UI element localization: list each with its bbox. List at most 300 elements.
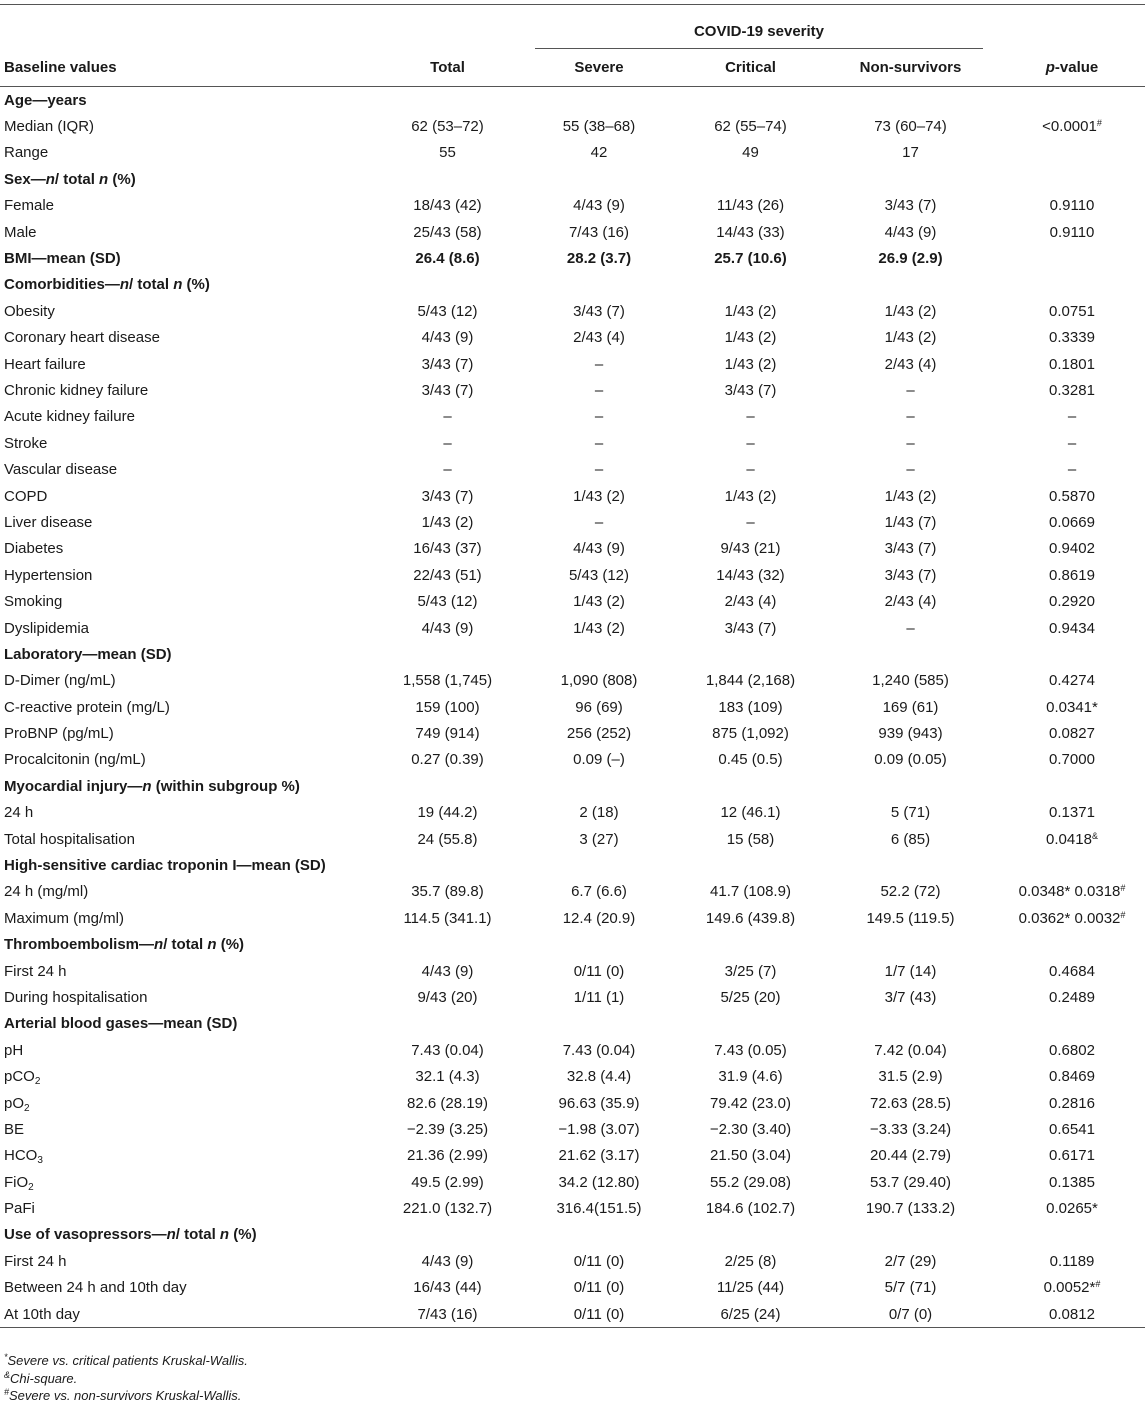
cell-critical: 1/43 (2) xyxy=(724,329,777,347)
table-row xyxy=(0,800,1145,826)
cell-total: 3/43 (7) xyxy=(421,487,474,505)
cell-p-value: 0.0812 xyxy=(983,1301,1145,1328)
cell-non-survivors: 53.7 (29.40) xyxy=(870,1173,951,1191)
cell-non-survivors: 1/43 (2) xyxy=(884,487,937,505)
row-label: Heart failure xyxy=(4,355,86,373)
cell-p-value: 0.9110 xyxy=(1049,223,1095,241)
cell-critical: 55.2 (29.08) xyxy=(710,1173,791,1191)
cell-total: 749 (914) xyxy=(415,725,480,743)
table-row xyxy=(0,1275,1145,1301)
cell-p-value: 0.1189 xyxy=(1049,1252,1095,1270)
cell-critical: 15 (58) xyxy=(726,830,775,848)
cell-total: 82.6 (28.19) xyxy=(407,1094,488,1112)
cell-critical: 41.7 (108.9) xyxy=(710,883,791,901)
row-label: $pO_2$ xyxy=(4,1094,30,1114)
cell-critical: 183 (109) xyxy=(718,698,783,716)
footnote xyxy=(4,1370,248,1388)
cell-severe: 316.4(151.5) xyxy=(556,1200,642,1218)
row-label: First 24 h xyxy=(4,1252,67,1270)
table-row xyxy=(0,562,1145,588)
section-header-row xyxy=(0,641,1145,667)
footnote xyxy=(4,1352,248,1370)
cell-total: – xyxy=(443,408,452,426)
row-label: At 10th day xyxy=(0,1301,360,1328)
row-label: ProBNP (pg/mL) xyxy=(4,725,114,743)
cell-severe: 3 (27) xyxy=(579,830,619,848)
cell-severe: – xyxy=(594,381,604,399)
cell-non-survivors: 26.9 (2.9) xyxy=(878,250,943,268)
column-header-baseline: Baseline values xyxy=(0,49,360,87)
cell-non-survivors: – xyxy=(906,408,915,426)
cell-non-survivors: 1/7 (14) xyxy=(884,962,937,980)
cell-critical: 21.50 (3.04) xyxy=(710,1147,791,1165)
section-header-row xyxy=(0,245,1145,271)
cell-total: 26.4 (8.6) xyxy=(415,250,480,268)
cell-critical: 1/43 (2) xyxy=(724,355,777,373)
cell-total: 16/43 (37) xyxy=(413,540,482,558)
row-label: Median (IQR) xyxy=(4,118,95,136)
section-header-row xyxy=(0,852,1145,878)
footnote xyxy=(4,1387,248,1405)
row-label: Female xyxy=(4,197,55,215)
row-label: Dyslipidemia xyxy=(4,619,90,637)
table-row xyxy=(0,958,1145,984)
cell-p-value: 0.0348* 0.0318# xyxy=(1018,883,1126,901)
cell-severe: – xyxy=(594,408,604,426)
cell-p-value: 0.0669 xyxy=(1049,513,1095,531)
cell-severe: 1/43 (2) xyxy=(573,619,625,637)
cell-non-survivors: 31.5 (2.9) xyxy=(878,1068,943,1086)
cell-critical: −2.30 (3.40) xyxy=(709,1120,792,1138)
row-label: Hypertension xyxy=(4,566,93,584)
cell-total: 16/43 (44) xyxy=(413,1279,482,1297)
cell-severe: 4/43 (9) xyxy=(573,197,625,215)
cell-severe: 7/43 (16) xyxy=(568,223,630,241)
cell-critical: 184.6 (102.7) xyxy=(705,1200,796,1218)
cell-severe: −1.98 (3.07) xyxy=(558,1120,640,1138)
cell-critical: 2/25 (8) xyxy=(724,1252,777,1270)
footnote-text: Severe vs. critical patients Kruskal-Wallis. xyxy=(7,1353,248,1368)
cell-p-value: 0.1801 xyxy=(1049,355,1095,373)
footnote-text: Severe vs. non-survivors Kruskal-Wallis. xyxy=(9,1388,242,1403)
cell-critical: 6/25 (24) xyxy=(663,1301,838,1328)
table-row xyxy=(0,826,1145,852)
cell-critical: 149.6 (439.8) xyxy=(705,909,796,927)
table-row xyxy=(0,1301,1145,1328)
table-row xyxy=(0,1169,1145,1195)
cell-critical: 0.45 (0.5) xyxy=(718,751,783,769)
cell-total: 1/43 (2) xyxy=(421,513,474,531)
row-label: Acute kidney failure xyxy=(4,408,135,426)
cell-non-survivors: 52.2 (72) xyxy=(880,883,941,901)
column-header-p-value: p-value xyxy=(983,49,1145,87)
table-row xyxy=(0,984,1145,1010)
cell-non-survivors: 72.63 (28.5) xyxy=(870,1094,951,1112)
column-header-row xyxy=(0,49,1145,87)
cell-critical: 79.42 (23.0) xyxy=(710,1094,791,1112)
section-title: Use of vasopressors—n/ total n (%) xyxy=(4,1226,257,1244)
cell-non-survivors: 1/43 (2) xyxy=(884,302,937,320)
cell-total: 4/43 (9) xyxy=(421,329,474,347)
table-row xyxy=(0,1143,1145,1169)
table-row xyxy=(0,456,1145,482)
table-row xyxy=(0,615,1145,641)
cell-non-survivors: 4/43 (9) xyxy=(884,223,937,241)
column-header-non-survivors: Non-survivors xyxy=(838,49,983,87)
row-label: COPD xyxy=(4,487,48,505)
cell-critical: 5/25 (20) xyxy=(720,988,781,1006)
cell-non-survivors: – xyxy=(906,461,915,479)
cell-p-value: 0.6802 xyxy=(1049,1041,1095,1059)
cell-total: 159 (100) xyxy=(415,698,480,716)
cell-p-value: 0.0418& xyxy=(1046,830,1098,848)
cell-severe: 28.2 (3.7) xyxy=(566,250,632,268)
cell-severe: 1/43 (2) xyxy=(573,593,625,611)
cell-severe: – xyxy=(594,461,604,479)
cell-p-value xyxy=(983,140,1145,166)
cell-severe: – xyxy=(594,434,604,452)
cell-severe: 0/11 (0) xyxy=(535,1301,663,1328)
cell-non-survivors: – xyxy=(906,619,915,637)
cell-severe: 34.2 (12.80) xyxy=(558,1173,640,1191)
row-label: First 24 h xyxy=(4,962,67,980)
table-row xyxy=(0,298,1145,324)
cell-p-value: 0.0827 xyxy=(1049,725,1095,743)
section-title: Laboratory—mean (SD) xyxy=(4,645,172,663)
cell-p-value: 0.0052*# xyxy=(1043,1279,1101,1297)
table-row xyxy=(0,325,1145,351)
table-row xyxy=(0,377,1145,403)
cell-total: 3/43 (7) xyxy=(421,355,474,373)
cell-non-survivors: 1,240 (585) xyxy=(872,672,949,690)
cell-total: 4/43 (9) xyxy=(421,1252,474,1270)
row-label: Coronary heart disease xyxy=(4,329,160,347)
cell-critical: 3/43 (7) xyxy=(724,619,777,637)
cell-non-survivors: 939 (943) xyxy=(878,725,943,743)
cell-p-value: 0.9402 xyxy=(1049,540,1095,558)
cell-total: 114.5 (341.1) xyxy=(403,909,492,927)
cell-total: 18/43 (42) xyxy=(413,197,482,215)
cell-total: 19 (44.2) xyxy=(417,804,478,822)
cell-total: 49.5 (2.99) xyxy=(411,1173,484,1191)
cell-total: 221.0 (132.7) xyxy=(402,1200,493,1218)
cell-p-value: 0.7000 xyxy=(1049,751,1095,769)
table-row xyxy=(0,483,1145,509)
cell-p-value xyxy=(983,245,1145,271)
cell-severe: 32.8 (4.4) xyxy=(566,1068,632,1086)
cell-critical: 3/43 (7) xyxy=(724,381,777,399)
row-label: Male xyxy=(4,223,37,241)
footnote-text: Chi-square. xyxy=(10,1370,78,1386)
cell-severe: 12.4 (20.9) xyxy=(562,909,636,927)
cell-non-survivors: 3/43 (7) xyxy=(884,540,937,558)
cell-p-value: 0.3339 xyxy=(1049,329,1095,347)
cell-p-value: 0.0362* 0.0032# xyxy=(1018,909,1126,927)
cell-total: 0.27 (0.39) xyxy=(411,751,484,769)
table-row xyxy=(0,720,1145,746)
row-label: 24 h xyxy=(4,804,34,822)
cell-total: 25/43 (58) xyxy=(413,223,482,241)
table-row xyxy=(0,1248,1145,1274)
cell-total: 35.7 (89.8) xyxy=(411,883,484,901)
row-label: Obesity xyxy=(4,302,55,320)
cell-severe: 96.63 (35.9) xyxy=(558,1094,640,1112)
cell-p-value: 0.9434 xyxy=(1049,619,1095,637)
cell-non-survivors: 2/43 (4) xyxy=(884,593,937,611)
cell-total: 3/43 (7) xyxy=(421,381,474,399)
table-row xyxy=(0,879,1145,905)
cell-total: 22/43 (51) xyxy=(413,566,482,584)
section-title: Comorbidities—n/ total n (%) xyxy=(4,276,210,294)
cell-critical: 31.9 (4.6) xyxy=(718,1068,783,1086)
cell-non-survivors: – xyxy=(906,381,915,399)
cell-severe: 2/43 (4) xyxy=(573,329,625,347)
cell-severe: 1,090 (808) xyxy=(560,672,638,690)
cell-non-survivors: 2/43 (4) xyxy=(884,355,937,373)
cell-p-value: 0.2816 xyxy=(1049,1094,1095,1112)
cell-severe: 1/43 (2) xyxy=(573,487,625,505)
row-label: pH xyxy=(4,1041,24,1059)
row-label: $HCO_3$ xyxy=(4,1147,43,1167)
row-label: Total hospitalisation xyxy=(4,830,135,848)
cell-p-value: 0.8469 xyxy=(1049,1068,1095,1086)
cell-non-survivors: 73 (60–74) xyxy=(874,118,947,136)
cell-total: 62 (53–72) xyxy=(411,118,484,136)
footnote-mark: * xyxy=(4,1352,8,1362)
row-label: PaFi xyxy=(4,1200,35,1218)
cell-non-survivors: 6 (85) xyxy=(890,830,931,848)
cell-p-value: 0.6171 xyxy=(1049,1147,1095,1165)
cell-total: 21.36 (2.99) xyxy=(407,1147,488,1165)
row-label: Smoking xyxy=(4,593,63,611)
cell-p-value: 0.6541 xyxy=(1049,1120,1095,1138)
column-header-total: Total xyxy=(360,49,535,87)
cell-p-value: 0.5870 xyxy=(1049,487,1095,505)
row-label: Vascular disease xyxy=(4,461,118,479)
cell-p-value: – xyxy=(1067,461,1077,479)
cell-severe: 55 (38–68) xyxy=(562,118,636,136)
cell-non-survivors: 2/7 (29) xyxy=(884,1252,937,1270)
cell-non-survivors: 169 (61) xyxy=(882,698,939,716)
cell-p-value: 0.4684 xyxy=(1049,962,1095,980)
cell-critical: 11/25 (44) xyxy=(716,1279,785,1297)
cell-critical: 11/43 (26) xyxy=(716,197,785,215)
cell-non-survivors: – xyxy=(906,434,915,452)
table-body xyxy=(0,87,1145,1328)
table-row xyxy=(0,404,1145,430)
column-header-severe: Severe xyxy=(535,49,663,87)
table-row xyxy=(0,193,1145,219)
cell-non-survivors: 3/43 (7) xyxy=(884,566,937,584)
cell-severe: 6.7 (6.6) xyxy=(571,883,627,901)
cell-severe: 96 (69) xyxy=(575,698,623,716)
cell-p-value: 0.2920 xyxy=(1049,593,1095,611)
cell-non-survivors: 7.42 (0.04) xyxy=(874,1041,947,1059)
section-title: BMI—mean (SD) xyxy=(4,250,121,268)
cell-p-value: 0.0341* xyxy=(1046,698,1098,716)
row-label: Liver disease xyxy=(4,513,93,531)
row-label: 24 h (mg/ml) xyxy=(4,883,89,901)
cell-non-survivors: 20.44 (2.79) xyxy=(870,1147,951,1165)
cell-severe: 0/11 (0) xyxy=(573,962,625,980)
cell-critical: – xyxy=(746,434,755,452)
cell-severe: 21.62 (3.17) xyxy=(558,1147,640,1165)
cell-non-survivors: −3.33 (3.24) xyxy=(869,1120,952,1138)
section-header-row xyxy=(0,1011,1145,1037)
row-label: Range xyxy=(4,144,49,162)
table-row xyxy=(0,536,1145,562)
cell-total: 24 (55.8) xyxy=(417,830,478,848)
cell-p-value: 0.0751 xyxy=(1049,302,1095,320)
row-label: pCO$_2$ xyxy=(4,1068,41,1088)
section-title: Thromboembolism—n/ total n (%) xyxy=(4,936,245,954)
cell-non-survivors: 1/43 (7) xyxy=(884,513,937,531)
cell-non-survivors: 149.5 (119.5) xyxy=(866,909,955,927)
table-row xyxy=(0,140,1145,166)
cell-total: 55 xyxy=(439,144,456,162)
section-header-row xyxy=(0,932,1145,958)
row-label: Between 24 h and 10th day xyxy=(4,1279,187,1297)
cell-severe: – xyxy=(594,513,604,531)
row-label: BE xyxy=(4,1120,25,1138)
table-row xyxy=(0,905,1145,931)
cell-total: 32.1 (4.3) xyxy=(415,1068,480,1086)
cell-non-survivors: 3/7 (43) xyxy=(884,988,937,1006)
table-row xyxy=(0,1090,1145,1116)
cell-total: −2.39 (3.25) xyxy=(406,1120,489,1138)
cell-critical: 25.7 (10.6) xyxy=(714,250,787,268)
section-title: Sex—n/ total n (%) xyxy=(4,170,136,188)
cell-critical: 14/43 (32) xyxy=(716,566,785,584)
row-label: Chronic kidney failure xyxy=(4,381,149,399)
section-title: Arterial blood gases—mean (SD) xyxy=(4,1015,238,1033)
table-row xyxy=(0,113,1145,139)
cell-p-value: – xyxy=(1067,408,1077,426)
cell-critical: – xyxy=(746,461,755,479)
cell-critical: 62 (55–74) xyxy=(714,118,787,136)
cell-critical: 49 xyxy=(742,144,759,162)
cell-p-value: 0.1385 xyxy=(1049,1173,1095,1191)
cell-total: 1,558 (1,745) xyxy=(402,672,493,690)
cell-non-survivors: 0/7 (0) xyxy=(838,1301,983,1328)
cell-severe: 2 (18) xyxy=(579,804,619,822)
table-row xyxy=(0,1037,1145,1063)
section-header-row xyxy=(0,87,1145,114)
section-header-row xyxy=(0,166,1145,192)
cell-p-value: <0.0001# xyxy=(1042,118,1102,136)
row-label: FiO$_2$ xyxy=(4,1173,34,1193)
cell-severe: 1/11 (1) xyxy=(573,988,625,1006)
baseline-values-table xyxy=(0,4,1145,1328)
column-header-critical: Critical xyxy=(663,49,838,87)
cell-severe: 4/43 (9) xyxy=(573,540,625,558)
cell-p-value: 0.4274 xyxy=(1049,672,1095,690)
cell-severe: 3/43 (7) xyxy=(573,302,625,320)
table-row xyxy=(0,351,1145,377)
cell-critical: 14/43 (33) xyxy=(716,223,785,241)
row-label: D-Dimer (ng/mL) xyxy=(4,672,116,690)
cell-critical: 2/43 (4) xyxy=(724,593,777,611)
row-label: Procalcitonin (ng/mL) xyxy=(4,751,146,769)
cell-total: 5/43 (12) xyxy=(417,593,478,611)
cell-total: 4/43 (9) xyxy=(421,619,474,637)
cell-critical: 875 (1,092) xyxy=(712,725,789,743)
cell-p-value: 0.1371 xyxy=(1049,804,1095,822)
cell-total: 7.43 (0.04) xyxy=(411,1041,484,1059)
row-label: During hospitalisation xyxy=(4,988,148,1006)
table-footnotes xyxy=(4,1352,248,1405)
cell-non-survivors: 17 xyxy=(902,144,919,162)
section-header-row xyxy=(0,272,1145,298)
table-row xyxy=(0,694,1145,720)
cell-non-survivors: 0.09 (0.05) xyxy=(874,751,947,769)
table-row xyxy=(0,219,1145,245)
cell-p-value: 0.9110 xyxy=(1049,197,1095,215)
cell-p-value: – xyxy=(1067,434,1077,452)
section-title: Myocardial injury—n (within subgroup %) xyxy=(4,777,300,795)
row-label: Stroke xyxy=(4,434,48,452)
table-row xyxy=(0,509,1145,535)
cell-severe: 0.09 (–) xyxy=(573,751,625,769)
section-header-row xyxy=(0,773,1145,799)
cell-non-survivors: 5 (71) xyxy=(890,804,931,822)
cell-critical: 3/25 (7) xyxy=(724,962,777,980)
cell-severe: – xyxy=(594,355,604,373)
cell-p-value: 0.3281 xyxy=(1049,381,1095,399)
cell-severe: 42 xyxy=(590,144,608,162)
table-row xyxy=(0,668,1145,694)
cell-critical: 7.43 (0.05) xyxy=(714,1041,787,1059)
cell-severe: 7.43 (0.04) xyxy=(562,1041,636,1059)
cell-critical: – xyxy=(746,513,755,531)
cell-non-survivors: 1/43 (2) xyxy=(884,329,937,347)
cell-severe: 5/43 (12) xyxy=(568,566,630,584)
footnote-mark: & xyxy=(4,1369,11,1380)
table-row xyxy=(0,1063,1145,1089)
cell-p-value: 0.8619 xyxy=(1049,566,1095,584)
cell-severe: 256 (252) xyxy=(566,725,632,743)
cell-total: 7/43 (16) xyxy=(360,1301,535,1328)
section-title: Age—years xyxy=(4,91,87,109)
cell-total: – xyxy=(443,434,452,452)
section-title: High-sensitive cardiac troponin I—mean (SD) xyxy=(4,857,326,875)
cell-critical: 1/43 (2) xyxy=(724,302,777,320)
table-row xyxy=(0,747,1145,773)
cell-critical: 12 (46.1) xyxy=(720,804,781,822)
cell-non-survivors: 3/43 (7) xyxy=(884,197,937,215)
cell-critical: 9/43 (21) xyxy=(720,540,781,558)
cell-severe: 0/11 (0) xyxy=(573,1279,625,1297)
table-row xyxy=(0,1195,1145,1221)
cell-critical: – xyxy=(746,408,755,426)
cell-total: 9/43 (20) xyxy=(417,988,478,1006)
cell-critical: 1,844 (2,168) xyxy=(705,672,796,690)
cell-non-survivors: 5/7 (71) xyxy=(884,1279,937,1297)
row-label: Maximum (mg/ml) xyxy=(4,909,124,927)
row-label: Diabetes xyxy=(4,540,64,558)
row-label: C-reactive protein (mg/L) xyxy=(4,698,170,716)
cell-total: – xyxy=(443,461,452,479)
cell-severe: 0/11 (0) xyxy=(573,1252,625,1270)
cell-critical: 1/43 (2) xyxy=(724,487,777,505)
cell-non-survivors: 190.7 (133.2) xyxy=(865,1200,956,1218)
cell-total: 5/43 (12) xyxy=(417,302,478,320)
cell-p-value: 0.0265* xyxy=(1046,1200,1098,1218)
cell-total: 4/43 (9) xyxy=(421,962,474,980)
table-row xyxy=(0,430,1145,456)
group-header-covid-severity: COVID-19 severity xyxy=(535,5,983,49)
cell-p-value: 0.2489 xyxy=(1049,988,1095,1006)
